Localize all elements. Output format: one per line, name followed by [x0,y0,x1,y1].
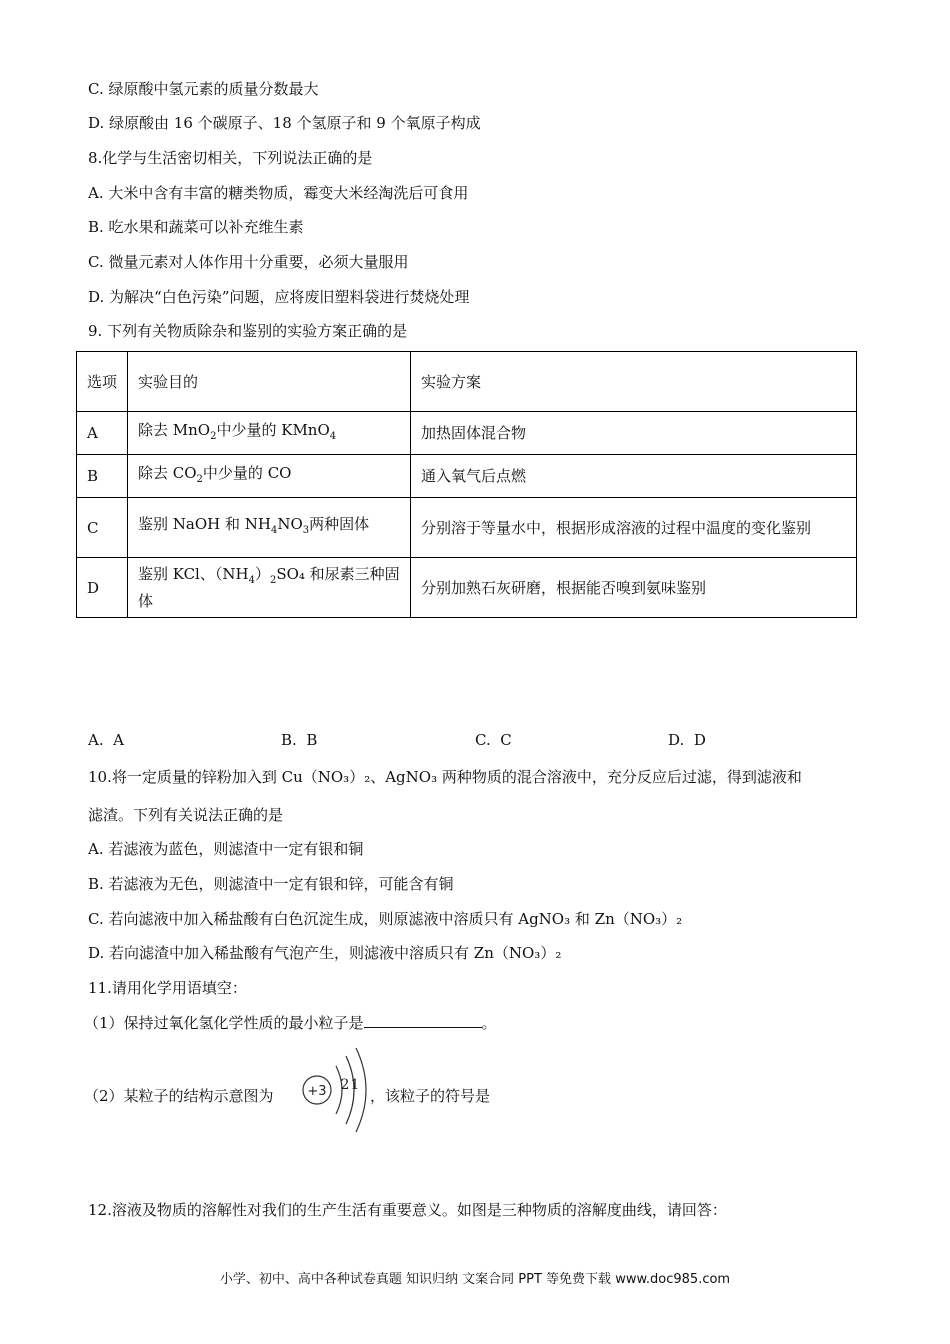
choice-a: A. A [88,731,124,749]
q12-stem: 12.溶液及物质的溶解性对我们的生产生活有重要意义。如图是三种物质的溶解度曲线，请回答： [88,1201,727,1219]
q11-part2-pre: （2）某粒子的结构示意图为 [84,1087,274,1105]
q11-part2-post: ，该粒子的符号是 [370,1087,491,1105]
q10-option-c: C. 若向滤液中加入稀盐酸有白色沉淀生成，则原滤液中溶质只有 AgNO₃ 和 Zn（NO₃）₂ [88,910,683,928]
row-plan: 加热固体混合物 [411,412,857,455]
header-option: 选项 [77,352,128,412]
shell-2-electrons: 1 [350,1077,360,1093]
row-option: D [77,558,128,618]
row-goal: 鉴别 NaOH 和 $NH_4NO_3$两种固体 [128,498,411,558]
q8-option-c: C. 微量元素对人体作用十分重要，必须大量服用 [88,253,409,271]
q8-option-b: B. 吃水果和蔬菜可以补充维生素 [88,218,304,236]
q7-option-c: C. 绿原酸中氢元素的质量分数最大 [88,80,319,98]
row-goal: 除去 $CO_2$中少量的 CO [128,455,411,498]
header-plan: 实验方案 [411,352,857,412]
page-footer: 小学、初中、高中各种试卷真题 知识归纳 文案合同 PPT 等免费下载 www.doc985.com [219,1272,731,1287]
answer-blank[interactable] [364,1013,482,1028]
q10-stem-line2: 滤渣。下列有关说法正确的是 [88,806,284,824]
q10-stem-line1: 10.将一定质量的锌粉加入到 Cu（NO₃）₂、AgNO₃ 两种物质的混合溶液中，充分反应后过滤，得到滤液和 [88,768,802,786]
row-goal: 除去 MnO$_2$中少量的 KMnO$_4$ [128,412,411,455]
table-header-row [77,352,857,412]
choice-b: B. B [281,731,318,749]
q10-option-a: A. 若滤液为蓝色，则滤渣中一定有银和铜 [88,840,364,858]
q8-option-d: D. 为解决“白色污染”问题，应将废旧塑料袋进行焚烧处理 [88,288,470,306]
table-row [77,498,857,558]
choice-d: D. D [668,731,706,749]
atom-structure-diagram [300,1046,370,1134]
q7-option-d: D. 绿原酸由 16 个碳原子、18 个氢原子和 9 个氧原子构成 [88,114,481,132]
table-row [77,412,857,455]
table-row [77,455,857,498]
row-plan: 分别溶于等量水中，根据形成溶液的过程中温度的变化鉴别 [411,498,857,558]
q10-option-d: D. 若向滤渣中加入稀盐酸有气泡产生，则滤液中溶质只有 Zn（NO₃）₂ [88,944,562,962]
experiment-table [76,351,857,618]
row-goal: 鉴别 KCl、$(NH_4)_2SO_4$ 和尿素三种固体 [128,558,411,618]
row-plan: 分别加熟石灰研磨，根据能否嗅到氨味鉴别 [411,558,857,618]
q8-option-a: A. 大米中含有丰富的糖类物质，霉变大米经淘洗后可食用 [88,184,469,202]
nucleus-charge: +3 [307,1084,327,1099]
q11-stem: 11.请用化学用语填空： [88,979,247,997]
q9-stem: 9. 下列有关物质除杂和鉴别的实验方案正确的是 [88,322,408,340]
q11-part1: （1）保持过氧化氢化学性质的最小粒子是 。 [84,1014,497,1032]
shell-1-electrons: 2 [340,1077,350,1093]
choice-c: C. C [475,731,512,749]
row-option: C [77,498,128,558]
row-option: A [77,412,128,455]
row-option: B [77,455,128,498]
table-row [77,558,857,618]
row-plan: 通入氧气后点燃 [411,455,857,498]
q8-stem: 8.化学与生活密切相关，下列说法正确的是 [88,149,373,167]
q10-option-b: B. 若滤液为无色，则滤渣中一定有银和锌，可能含有铜 [88,875,454,893]
header-goal: 实验目的 [128,352,411,412]
